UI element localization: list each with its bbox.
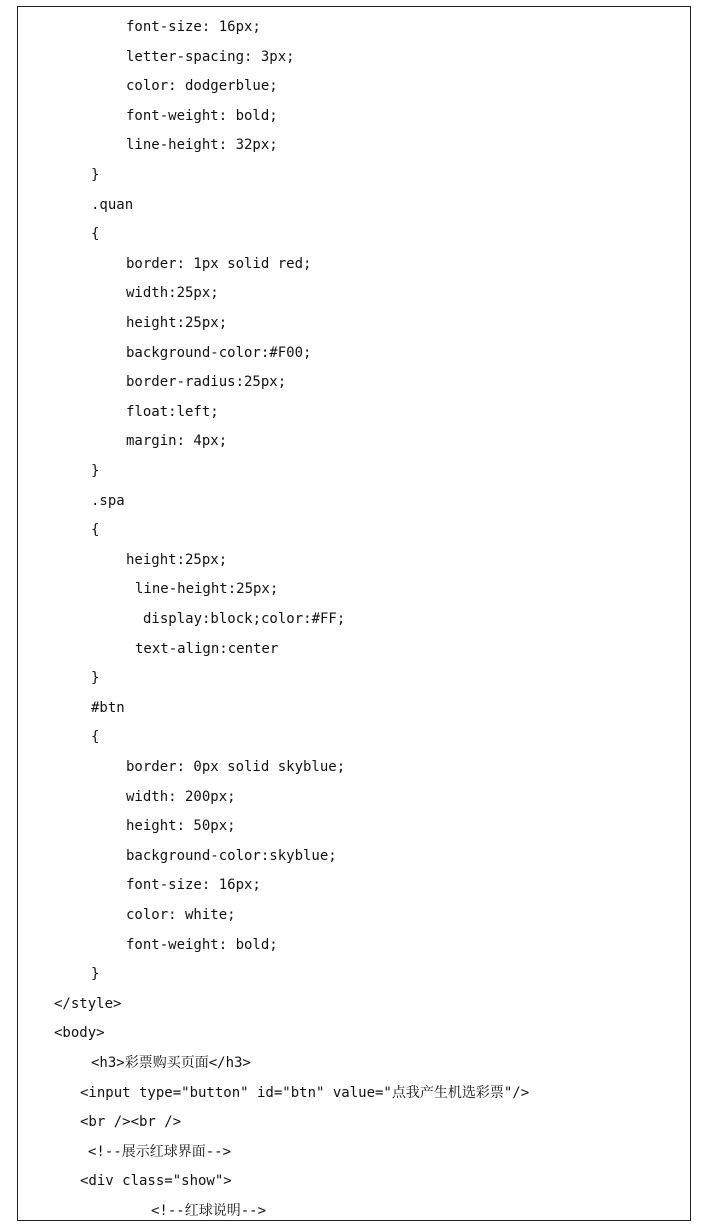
- code-line: .quan: [91, 196, 134, 213]
- code-line: <!--展示红球界面-->: [88, 1143, 232, 1160]
- code-line: width: 200px;: [126, 788, 236, 805]
- code-line: height:25px;: [126, 551, 228, 568]
- code-line: color: white;: [126, 907, 236, 923]
- code-line: border: 1px solid red;: [126, 255, 312, 272]
- code-line: }: [91, 167, 100, 183]
- code-line: font-weight: bold;: [126, 936, 278, 953]
- code-line: }: [91, 966, 100, 983]
- code-line: font-weight: bold;: [126, 107, 278, 124]
- code-line: {: [91, 729, 100, 746]
- code-line: <!--红球说明-->: [151, 1203, 267, 1219]
- code-line: letter-spacing: 3px;: [126, 48, 295, 65]
- code-line: margin: 4px;: [126, 433, 228, 450]
- code-line: border: 0px solid skyblue;: [126, 759, 346, 775]
- code-line: <div class="show">: [80, 1173, 232, 1190]
- code-line: </style>: [54, 995, 122, 1012]
- code-line: <body>: [54, 1025, 105, 1042]
- code-line: display:block;color:#FF;: [143, 611, 346, 627]
- code-line: color: dodgerblue;: [126, 78, 278, 95]
- code-line: #btn: [91, 699, 125, 716]
- code-line: }: [91, 670, 100, 687]
- code-line: line-height:25px;: [135, 581, 279, 598]
- code-line: float:left;: [126, 403, 219, 420]
- code-line: }: [91, 463, 100, 479]
- code-line: text-align:center: [135, 640, 279, 657]
- code-line: background-color:skyblue;: [126, 847, 337, 864]
- code-line: line-height: 32px;: [126, 137, 278, 154]
- code-line: font-size: 16px;: [126, 19, 261, 35]
- code-line: .spa: [91, 492, 125, 509]
- code-line: height: 50px;: [126, 818, 236, 835]
- code-line: font-size: 16px;: [126, 877, 261, 894]
- code-line: <h3>彩票购买页面</h3>: [91, 1055, 251, 1071]
- code-line: <br /><br />: [80, 1114, 182, 1131]
- code-line: <input type="button" id="btn" value="点我产生机选彩票"/>: [80, 1084, 530, 1101]
- code-line: {: [91, 522, 100, 539]
- code-line: width:25px;: [126, 285, 219, 302]
- code-line: background-color:#F00;: [126, 344, 312, 361]
- code-line: {: [91, 226, 100, 243]
- document-frame: [17, 6, 691, 1221]
- code-line: height:25px;: [126, 315, 228, 331]
- code-line: border-radius:25px;: [126, 374, 287, 391]
